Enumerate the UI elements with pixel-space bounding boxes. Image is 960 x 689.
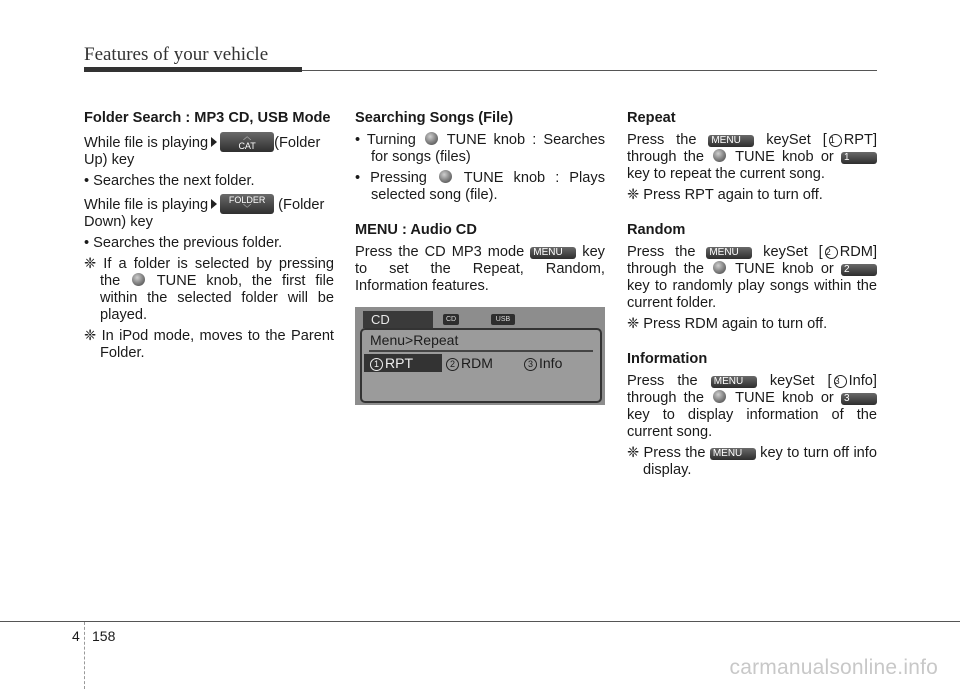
text: Press the <box>627 373 698 389</box>
text: Press the <box>627 244 696 260</box>
option-label: RDM <box>461 355 493 371</box>
text: key to display information of the current song. <box>627 407 877 440</box>
header-accent-bar <box>84 67 302 72</box>
turning-text-post: TUNE knob : Searches for songs (files) <box>371 132 606 165</box>
folder-up-paragraph <box>84 132 334 169</box>
screen-menu-path: Menu>Repeat <box>370 332 459 348</box>
footer-divider <box>84 622 86 689</box>
menu-key-icon: MENU <box>710 448 756 460</box>
text: keySet [ <box>769 373 832 389</box>
folder-down-paragraph <box>84 194 334 231</box>
pressing-bullet <box>355 170 605 204</box>
header-rule <box>302 70 877 71</box>
note-text-pre: ❈ If a folder is selected by pressing the <box>84 256 334 289</box>
play-triangle-icon <box>211 137 217 147</box>
text: TUNE knob or <box>735 149 834 165</box>
screen-menu-panel <box>360 328 602 403</box>
folder-key-icon <box>220 194 274 214</box>
watermark: carmanualsonline.info <box>729 656 938 679</box>
information-heading: Information <box>627 351 708 367</box>
repeat-paragraph <box>627 132 877 183</box>
text: keySet [ <box>766 132 827 148</box>
option-label: RPT <box>385 355 413 371</box>
text: TUNE knob or <box>735 261 834 277</box>
turning-bullet <box>355 132 605 166</box>
tune-knob-icon <box>713 390 726 403</box>
screen-option-rdm <box>444 354 493 372</box>
screen-badge-usb: USB <box>491 314 515 325</box>
tune-knob-icon <box>439 170 452 183</box>
tune-knob-icon <box>713 149 726 162</box>
screen-option-info <box>522 354 562 372</box>
option-number: 1 <box>370 358 383 371</box>
menu-audio-cd-heading: MENU : Audio CD <box>355 222 477 238</box>
folder-up-bullet: • Searches the next folder. <box>84 173 255 189</box>
column-repeat-random-info <box>627 110 877 483</box>
cat-key-label: CAT <box>238 141 256 151</box>
text: RPT] through the <box>627 132 878 165</box>
menu-key-icon: MENU <box>711 376 757 388</box>
tune-knob-icon <box>132 273 145 286</box>
circled-number: 2 <box>825 246 838 259</box>
text: key to repeat the current song. <box>627 166 825 182</box>
menu-key-icon: MENU <box>530 247 576 259</box>
play-triangle-icon <box>211 199 217 209</box>
menu-key-icon: MENU <box>706 247 752 259</box>
searching-songs-heading: Searching Songs (File) <box>355 110 514 126</box>
cd-display-screen <box>355 307 605 405</box>
tune-knob-icon <box>425 132 438 145</box>
turning-text-pre: • Turning <box>355 132 416 148</box>
menu-text-pre: Press the CD MP3 mode <box>355 244 525 260</box>
menu-text-post: key to set the Repeat, Random, Information features. <box>355 244 605 294</box>
text: key to randomly play songs within the current folder. <box>627 278 877 311</box>
cat-key-icon <box>220 132 274 152</box>
folder-up-text-pre: While file is playing <box>84 135 209 151</box>
number-key-icon: 3 <box>841 393 877 405</box>
screen-tab-cd: CD <box>363 311 433 328</box>
option-label: Info <box>539 355 563 371</box>
menu-key-icon: MENU <box>708 135 754 147</box>
column-folder-search <box>84 110 334 366</box>
random-paragraph <box>627 244 877 312</box>
screen-badge-cd: CD <box>443 314 459 325</box>
folder-key-label: FOLDER <box>228 195 266 205</box>
footer-rule <box>0 621 960 622</box>
text: RDM] through the <box>627 244 877 277</box>
screen-divider <box>369 350 593 352</box>
tune-knob-icon <box>713 261 726 274</box>
information-note <box>627 445 877 479</box>
screen-option-rpt <box>364 354 442 372</box>
text: TUNE knob or <box>735 390 834 406</box>
text: Press the <box>627 132 697 148</box>
circled-number: 1 <box>829 134 842 147</box>
number-key-icon: 2 <box>841 264 877 276</box>
menu-audio-cd-paragraph <box>355 244 605 295</box>
ipod-note: ❈ In iPod mode, moves to the Parent Folder. <box>84 328 334 361</box>
folder-down-text-pre: While file is playing <box>84 197 209 213</box>
chevron-up-icon: ︿ <box>243 132 252 141</box>
option-number: 3 <box>524 358 537 371</box>
chevron-down-icon: ﹀ <box>243 204 252 213</box>
folder-up-text-post: (Folder Up) key <box>84 135 321 168</box>
random-heading: Random <box>627 222 686 238</box>
random-note: ❈ Press RDM again to turn off. <box>627 316 828 332</box>
repeat-note: ❈ Press RPT again to turn off. <box>627 187 823 203</box>
note-text-post: TUNE knob, the first file within the selected folder will be played. <box>100 273 334 323</box>
footer-chapter-number: 4 <box>72 628 80 644</box>
information-paragraph <box>627 373 877 441</box>
folder-down-text-post: (Folder Down) key <box>84 197 325 230</box>
circled-number: 3 <box>834 375 847 388</box>
text: key to turn off info display. <box>643 445 877 478</box>
text: Info] through the <box>627 373 877 406</box>
option-number: 2 <box>446 358 459 371</box>
page-header-title: Features of your vehicle <box>84 44 269 65</box>
folder-select-note <box>84 256 334 324</box>
pressing-text-post: TUNE knob : Plays selected song (file). <box>371 170 605 203</box>
text: ❈ Press the <box>627 445 706 461</box>
folder-down-bullet: • Searches the previous folder. <box>84 235 283 251</box>
repeat-heading: Repeat <box>627 110 676 126</box>
text: keySet [ <box>763 244 823 260</box>
number-key-icon: 1 <box>841 152 877 164</box>
pressing-text-pre: • Pressing <box>355 170 427 186</box>
footer-page-number: 158 <box>92 628 116 644</box>
folder-search-heading: Folder Search : MP3 CD, USB Mode <box>84 110 331 126</box>
column-searching-songs <box>355 110 605 299</box>
